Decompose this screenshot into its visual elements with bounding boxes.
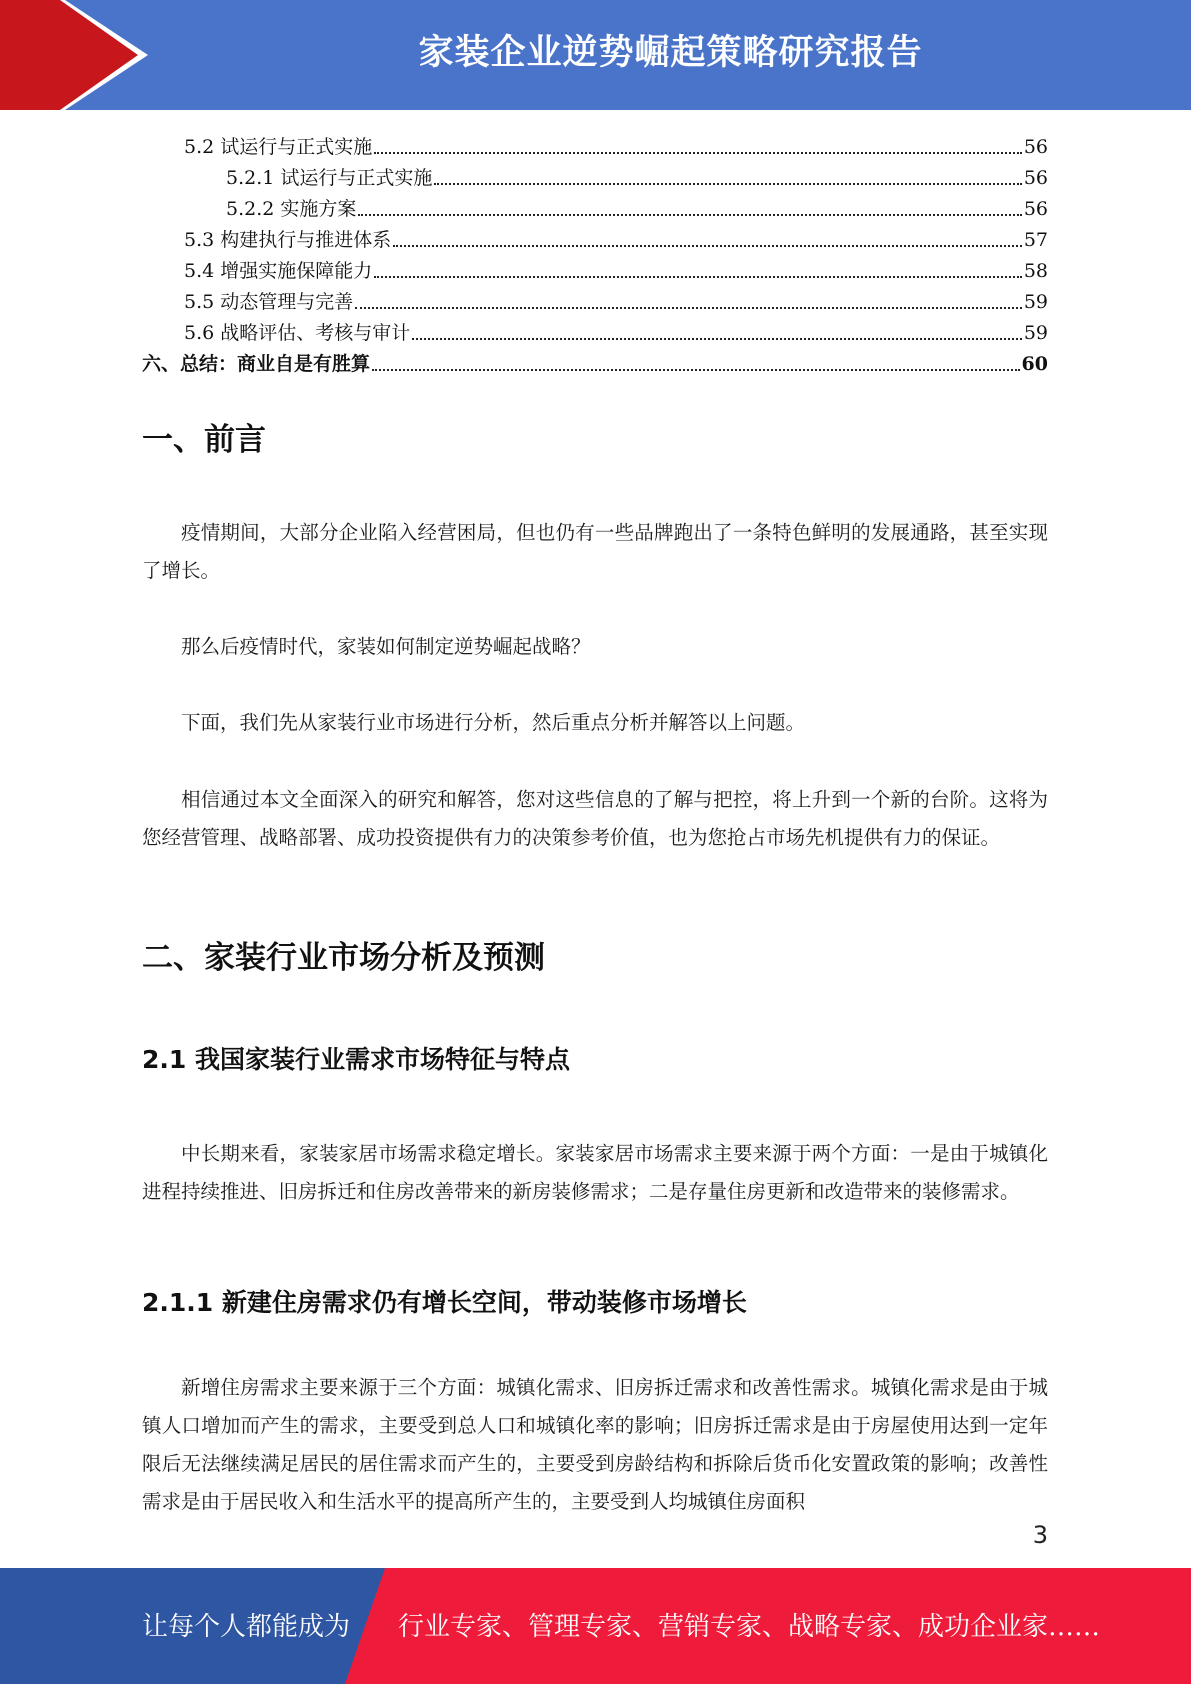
toc-entry-text: 5.2.2 实施方案 bbox=[226, 198, 357, 220]
toc-entry-text: 5.2.1 试运行与正式实施 bbox=[226, 167, 433, 189]
section-heading-preface: 一、前言 bbox=[142, 422, 266, 458]
toc-entry-page: 57 bbox=[1023, 229, 1048, 251]
toc-entry[interactable] bbox=[142, 128, 1048, 159]
page-number: 3 bbox=[1032, 1521, 1048, 1549]
footer-slogan-left: 让每个人都能成为 bbox=[142, 1612, 351, 1642]
toc-leader-dots bbox=[372, 369, 1020, 371]
toc-entry[interactable] bbox=[142, 252, 1048, 283]
subsection-heading: 2.1 我国家装行业需求市场特征与特点 bbox=[142, 1045, 570, 1074]
paragraph: 疫情期间，大部分企业陷入经营困局，但也仍有一些品牌跑出了一条特色鲜明的发展通路，甚至实现了增长。 bbox=[142, 521, 1048, 582]
toc-entry-page: 59 bbox=[1023, 322, 1048, 344]
toc-leader-dots bbox=[374, 276, 1022, 278]
paragraph: 新增住房需求主要来源于三个方面：城镇化需求、旧房拆迁需求和改善性需求。城镇化需求是由于城镇人口增加而产生的需求，主要受到总人口和城镇化率的影响；旧房拆迁需求是由于房屋使用达到一定年限后无法继续满足居民的居住需求而产生的，主要受到房龄结构和拆除后货币化安置政策的影响；改善性需求是由于居民收入和生活水平的提高所产生的，主要受到人均城镇住房面积 bbox=[142, 1376, 1048, 1513]
document-title: 家装企业逆势崛起策略研究报告 bbox=[418, 33, 923, 73]
toc-entry-text: 5.2 试运行与正式实施 bbox=[184, 136, 373, 158]
header-chevron-decoration bbox=[0, 0, 160, 110]
toc-entry-page: 59 bbox=[1023, 291, 1048, 313]
page-header bbox=[0, 0, 1191, 110]
toc-entry[interactable] bbox=[142, 221, 1048, 252]
section-heading-market: 二、家装行业市场分析及预测 bbox=[142, 940, 545, 976]
toc-entry[interactable] bbox=[142, 159, 1048, 190]
paragraph: 下面，我们先从家装行业市场进行分析，然后重点分析并解答以上问题。 bbox=[181, 711, 806, 734]
paragraph: 那么后疫情时代，家装如何制定逆势崛起战略？ bbox=[181, 635, 591, 658]
toc-entry-text: 5.5 动态管理与完善 bbox=[184, 291, 354, 313]
paragraph: 中长期来看，家装家居市场需求稳定增长。家装家居市场需求主要来源于两个方面：一是由于城镇化进程持续推进、旧房拆迁和住房改善带来的新房装修需求；二是存量住房更新和改造带来的装修需求。 bbox=[142, 1142, 1048, 1203]
toc-entry-page: 56 bbox=[1023, 136, 1048, 158]
footer-slogan-right: 行业专家、管理专家、营销专家、战略专家、成功企业家…… bbox=[398, 1612, 1101, 1642]
toc-entry-page: 56 bbox=[1023, 198, 1048, 220]
toc-leader-dots bbox=[374, 152, 1022, 154]
toc-entry[interactable] bbox=[142, 283, 1048, 314]
toc-leader-dots bbox=[355, 307, 1022, 309]
toc-entry-page: 58 bbox=[1023, 260, 1048, 282]
toc-leader-dots bbox=[434, 183, 1021, 185]
toc-entry[interactable] bbox=[142, 314, 1048, 345]
toc-entry[interactable] bbox=[142, 345, 1048, 376]
toc-entry-text: 六、总结：商业自是有胜算 bbox=[142, 353, 371, 375]
toc-entry[interactable] bbox=[142, 190, 1048, 221]
page-footer bbox=[0, 1568, 1191, 1684]
toc-leader-dots bbox=[358, 214, 1021, 216]
toc-entry-text: 5.3 构建执行与推进体系 bbox=[184, 229, 392, 251]
subsection-heading: 2.1.1 新建住房需求仍有增长空间，带动装修市场增长 bbox=[142, 1288, 747, 1317]
toc-leader-dots bbox=[412, 338, 1022, 340]
toc-entry-text: 5.4 增强实施保障能力 bbox=[184, 260, 373, 282]
toc-leader-dots bbox=[393, 245, 1022, 247]
toc-entry-page: 56 bbox=[1023, 167, 1048, 189]
toc-entry-text: 5.6 战略评估、考核与审计 bbox=[184, 322, 411, 344]
toc-entry-page: 60 bbox=[1021, 353, 1048, 375]
paragraph: 相信通过本文全面深入的研究和解答，您对这些信息的了解与把控，将上升到一个新的台阶。这将为您经营管理、战略部署、成功投资提供有力的决策参考价值，也为您抢占市场先机提供有力的保证。 bbox=[142, 788, 1048, 849]
